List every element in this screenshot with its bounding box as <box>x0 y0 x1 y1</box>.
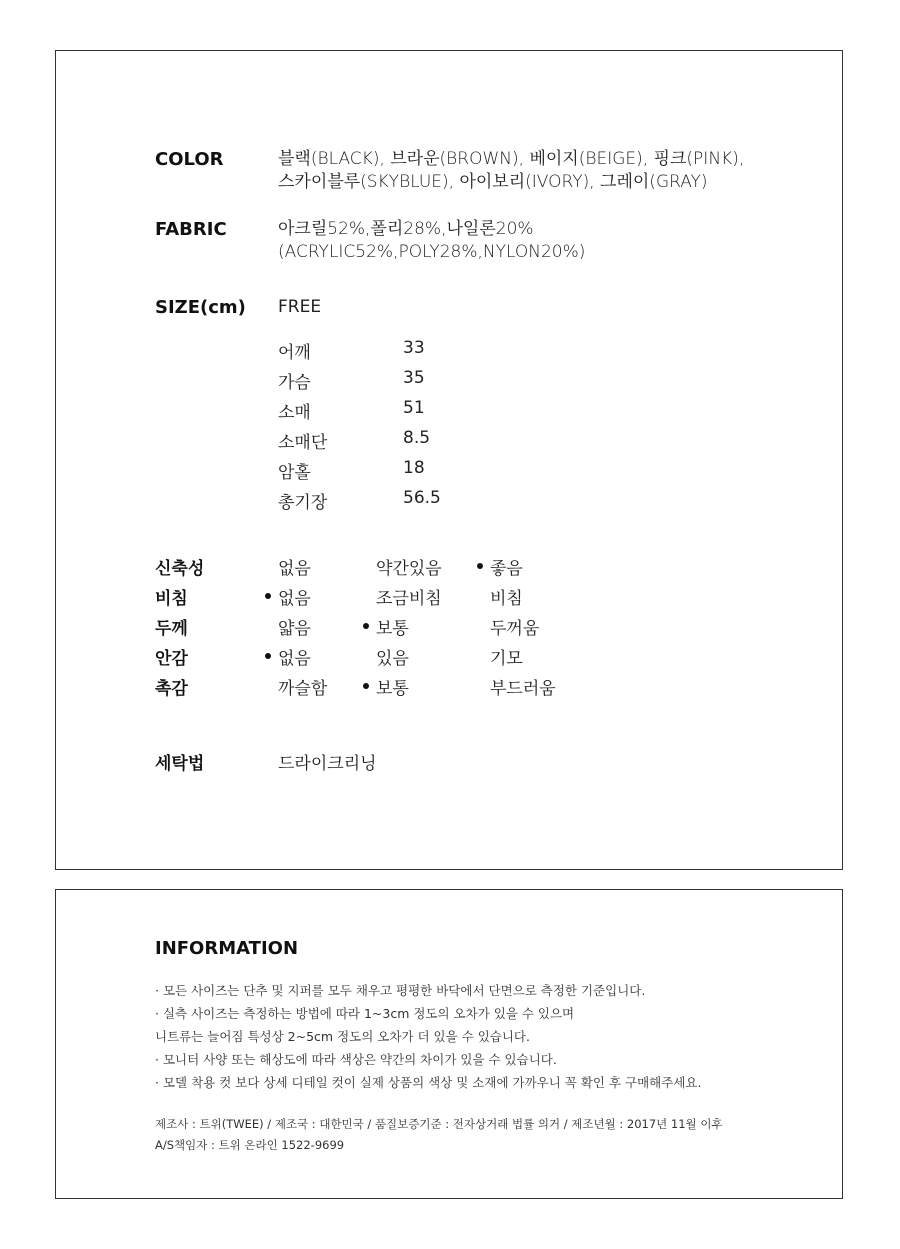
feature-label: 신축성 <box>155 559 205 579</box>
size-row-value: 56.5 <box>403 488 441 508</box>
fabric-values-line2: (ACRYLIC52%,POLY28%,NYLON20%) <box>278 242 586 262</box>
color-label: COLOR <box>155 149 224 170</box>
feature-option: 약간있음 <box>376 559 442 579</box>
feature-label: 두께 <box>155 619 188 639</box>
size-row-name: 소매단 <box>278 433 328 453</box>
feature-option: 보통 <box>376 679 409 699</box>
selected-bullet-icon <box>363 623 369 629</box>
feature-option: 조금비침 <box>376 589 442 609</box>
info-line: · 실측 사이즈는 측정하는 방법에 따라 1~3cm 정도의 오차가 있을 수 있으며 <box>155 1006 575 1021</box>
size-row-value: 51 <box>403 398 425 418</box>
feature-option: 까슬함 <box>278 679 328 699</box>
size-row-name: 총기장 <box>278 493 328 513</box>
size-row-name: 소매 <box>278 403 311 423</box>
feature-option: 없음 <box>278 649 311 669</box>
feature-option: 기모 <box>490 649 523 669</box>
size-row-name: 가슴 <box>278 373 311 393</box>
size-row-value: 35 <box>403 368 425 388</box>
feature-label: 안감 <box>155 649 188 669</box>
feature-option: 보통 <box>376 619 409 639</box>
size-label: SIZE(cm) <box>155 297 246 318</box>
feature-option: 없음 <box>278 589 311 609</box>
selected-bullet-icon <box>477 563 483 569</box>
information-title: INFORMATION <box>155 938 299 959</box>
fabric-label: FABRIC <box>155 219 227 240</box>
manufacturer-info: 제조사 : 트위(TWEE) / 제조국 : 대한민국 / 품질보증기준 : 전자상거래 법률 의거 / 제조년월 : 2017년 11월 이후 <box>155 1117 723 1131</box>
feature-option: 있음 <box>376 649 409 669</box>
selected-bullet-icon <box>265 593 271 599</box>
size-value: FREE <box>278 297 322 317</box>
selected-bullet-icon <box>265 653 271 659</box>
color-values-line1: 블랙(BLACK), 브라운(BROWN), 베이지(BEIGE), 핑크(PINK), <box>278 149 745 169</box>
info-line: · 모든 사이즈는 단추 및 지퍼를 모두 채우고 평평한 바닥에서 단면으로 측정한 기준입니다. <box>155 983 646 998</box>
feature-option: 얇음 <box>278 619 311 639</box>
feature-option: 두꺼움 <box>490 619 540 639</box>
info-line: · 모델 착용 컷 보다 상세 디테일 컷이 실제 상품의 색상 및 소재에 가까우니 꼭 확인 후 구매해주세요. <box>155 1075 702 1090</box>
info-line: 니트류는 늘어짐 특성상 2~5cm 정도의 오차가 더 있을 수 있습니다. <box>155 1029 530 1044</box>
size-row-name: 어깨 <box>278 343 311 363</box>
selected-bullet-icon <box>363 683 369 689</box>
wash-value: 드라이크리닝 <box>278 754 377 774</box>
feature-option: 좋음 <box>490 559 523 579</box>
wash-label: 세탁법 <box>155 754 205 774</box>
info-line: · 모니터 사양 또는 해상도에 따라 색상은 약간의 차이가 있을 수 있습니다. <box>155 1052 557 1067</box>
information-panel <box>55 889 843 1199</box>
size-row-value: 18 <box>403 458 425 478</box>
as-contact-info: A/S책임자 : 트위 온라인 1522-9699 <box>155 1138 345 1152</box>
feature-option: 부드러움 <box>490 679 556 699</box>
feature-option: 없음 <box>278 559 311 579</box>
feature-label: 비침 <box>155 589 188 609</box>
product-spec-panel <box>55 50 843 870</box>
fabric-values-line1: 아크릴52%,폴리28%,나일론20% <box>278 219 534 239</box>
feature-option: 비침 <box>490 589 523 609</box>
feature-label: 촉감 <box>155 679 188 699</box>
size-row-name: 암홀 <box>278 463 311 483</box>
color-values-line2: 스카이블루(SKYBLUE), 아이보리(IVORY), 그레이(GRAY) <box>278 172 708 192</box>
size-row-value: 33 <box>403 338 425 358</box>
size-row-value: 8.5 <box>403 428 431 448</box>
